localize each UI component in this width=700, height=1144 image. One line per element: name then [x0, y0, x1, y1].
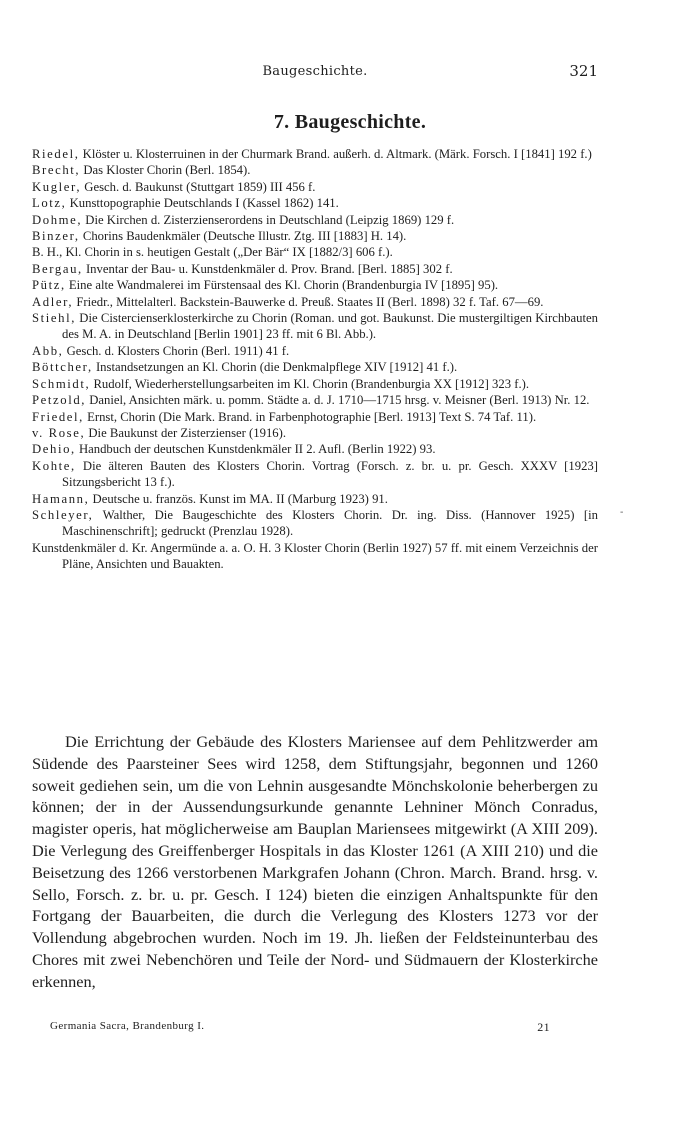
bibliography-entry [32, 507, 598, 540]
entry-author: Schleyer, [32, 507, 94, 522]
running-title: Baugeschichte. [262, 64, 368, 79]
entry-text: Eine alte Wandmalerei im Fürstensaal des Kl. Chorin (Brandenburgia IV [1895] 95). [65, 278, 499, 293]
bibliography-entry [32, 228, 598, 244]
bibliography-entry [32, 146, 598, 162]
entry-text: Das Kloster Chorin (Berl. 1854). [80, 163, 251, 178]
entry-author: Lotz, [32, 196, 67, 211]
entry-author: Hamann, [32, 491, 90, 506]
margin-mark: - [620, 507, 624, 518]
bibliography-entry [32, 458, 598, 491]
bibliography-entry [32, 310, 598, 343]
bibliography-entry [32, 195, 598, 211]
entry-text: Kunstdenkmäler d. Kr. Angermünde a. a. O. H. 3 Kloster Chorin (Berlin 1927) 57 ff. mit einem Verzeichnis der Pläne, Ansichten und Bauakten. [32, 540, 598, 572]
entry-author: Kugler, [32, 179, 82, 194]
bibliography-entry [32, 179, 598, 195]
entry-text: B. H., Kl. Chorin in s. heutigen Gestalt („Der Bär“ IX [1882/3] 606 f.). [32, 245, 393, 260]
entry-author: Riedel, [32, 147, 80, 161]
entry-author: Brecht, [32, 163, 81, 178]
entry-text: Daniel, Ansichten märk. u. pomm. Städte a. d. J. 1710—1715 hrsg. v. Meisner (Berl. 1913) Nr. 12. [86, 393, 590, 408]
entry-author: Abb, [32, 343, 64, 358]
bibliography-entry [32, 425, 598, 441]
entry-text: Die Cistercienserklosterkirche zu Chorin (Roman. und got. Baukunst. Die mustergiltigen Kirchbauten des M. A. in Deutschland [Berlin 1901] 23 ff. mit 6 Bl. Abb.). [62, 311, 598, 342]
bibliography-entry [32, 491, 598, 507]
body-text [32, 731, 598, 993]
entry-author: Bergau, [32, 261, 83, 276]
footer-signature: 21 [537, 1020, 550, 1034]
entry-author: Kohte, [32, 458, 76, 473]
entry-text: Die älteren Bauten des Klosters Chorin. Vortrag (Forsch. z. br. u. pr. Gesch. XXXV [1923] Sitzungsbericht 13 f.). [62, 458, 598, 490]
entry-text: Klöster u. Klosterruinen in der Churmark Brand. außerh. d. Altmark. (Märk. Forsch. I [1841] 192 f.) [79, 147, 592, 161]
entry-author: Binzer, [32, 229, 80, 244]
entry-text: Chorins Baudenkmäler (Deutsche Illustr. Ztg. III [1883] H. 14). [79, 229, 407, 244]
entry-text: Kunsttopographie Deutschlands I (Kassel 1862) 141. [66, 196, 339, 211]
entry-text: Die Baukunst der Zisterzienser (1916). [85, 425, 287, 440]
bibliography-list [32, 146, 598, 573]
bibliography-entry [32, 376, 598, 392]
bibliography-entry [32, 343, 598, 359]
entry-text: Rudolf, Wiederherstellungsarbeiten im Kl. Chorin (Brandenburgia XX [1912] 323 f.). [90, 376, 530, 391]
entry-author: Schmidt, [32, 376, 91, 391]
entry-text: Handbuch der deutschen Kunstdenkmäler II 2. Aufl. (Berlin 1922) 93. [75, 442, 436, 457]
entry-text: Die Kirchen d. Zisterzienserordens in Deutschland (Leipzig 1869) 129 f. [82, 212, 455, 227]
entry-text: Walther, Die Baugeschichte des Klosters Chorin. Dr. ing. Diss. (Hannover 1925) [in Maschinenschrift]; gedruckt (Prenzlau 1928). [62, 507, 598, 539]
bibliography-entry [32, 261, 598, 277]
entry-text: Inventar der Bau- u. Kunstdenkmäler d. Prov. Brand. [Berl. 1885] 302 f. [82, 261, 453, 276]
bibliography-entry [32, 359, 598, 375]
footer [50, 1020, 550, 1032]
entry-text: Instandsetzungen an Kl. Chorin (die Denkmalpflege XIV [1912] 41 f.). [92, 360, 458, 375]
entry-author: Friedel, [32, 409, 84, 424]
bibliography-entry [32, 162, 598, 178]
entry-author: Dehio, [32, 442, 76, 457]
bibliography-entry [32, 409, 598, 425]
bibliography-entry [32, 441, 598, 457]
bibliography-entry [32, 277, 598, 293]
bibliography-entry [32, 244, 598, 260]
bibliography-entry [32, 212, 598, 228]
bibliography-entry [32, 392, 598, 408]
entry-author: Pütz, [32, 278, 66, 293]
entry-text: Gesch. d. Klosters Chorin (Berl. 1911) 41 f. [63, 343, 290, 358]
entry-text: Ernst, Chorin (Die Mark. Brand. in Farbenphotographie [Berl. 1913] Text S. 74 Taf. 11). [83, 409, 537, 424]
entry-text: Friedr., Mittelalterl. Backstein-Bauwerke d. Preuß. Staates II (Berl. 1898) 32 f. Taf. 67—69. [73, 294, 544, 309]
page-number: 321 [569, 62, 598, 80]
entry-author: Dohme, [32, 212, 83, 227]
bibliography-entry [32, 294, 598, 310]
footer-series: Germania Sacra, Brandenburg I. [50, 1020, 205, 1032]
entry-text: Gesch. d. Baukunst (Stuttgart 1859) III 456 f. [81, 179, 316, 194]
entry-author: v. Rose, [32, 425, 86, 440]
entry-author: Stiehl, [32, 311, 76, 326]
running-head [32, 64, 598, 86]
entry-author: Petzold, [32, 393, 87, 408]
entry-text: Deutsche u. französ. Kunst im MA. II (Marburg 1923) 91. [89, 491, 388, 506]
bibliography-entry [32, 540, 598, 573]
body-paragraph: Die Errichtung der Gebäude des Klosters Mariensee auf dem Pehlitzwerder am Südende des Paarsteiner Sees wird 1258, dem Stiftungsjahr, begonnen und 1260 soweit gediehen sein, um die von Lehnin ausgesandte Mönchskolonie beherbergen zu können; der in der Aussendungsurkunde genannte Lehniner Mönch Conradus, magister operis, hat möglicherweise am Bauplan Mariensees mitgewirkt (A XIII 209). Die Verlegung des Greiffenberger Hospitals in das Kloster 1261 (A XIII 210) und die Beisetzung des 1266 verstorbenen Markgrafen Johann (Chron. March. Brand. hrsg. v. Sello, Forsch. z. br. u. pr. Gesch. I 124) bieten die einzigen Anhaltspunkte für den Fortgang der Bauarbeiten, die durch die Verlegung des Klosters 1273 vor der Vollendung abgebrochen wurden. Noch im 19. Jh. ließen der Feldsteinunterbau des Chores mit zwei Nebenchören und Teile der Nord- und Südmauern der Klosterkirche erkennen, [32, 732, 598, 991]
entry-author: Adler, [32, 294, 74, 309]
entry-author: Böttcher, [32, 360, 93, 375]
section-title: 7. Baugeschichte. [273, 111, 427, 133]
